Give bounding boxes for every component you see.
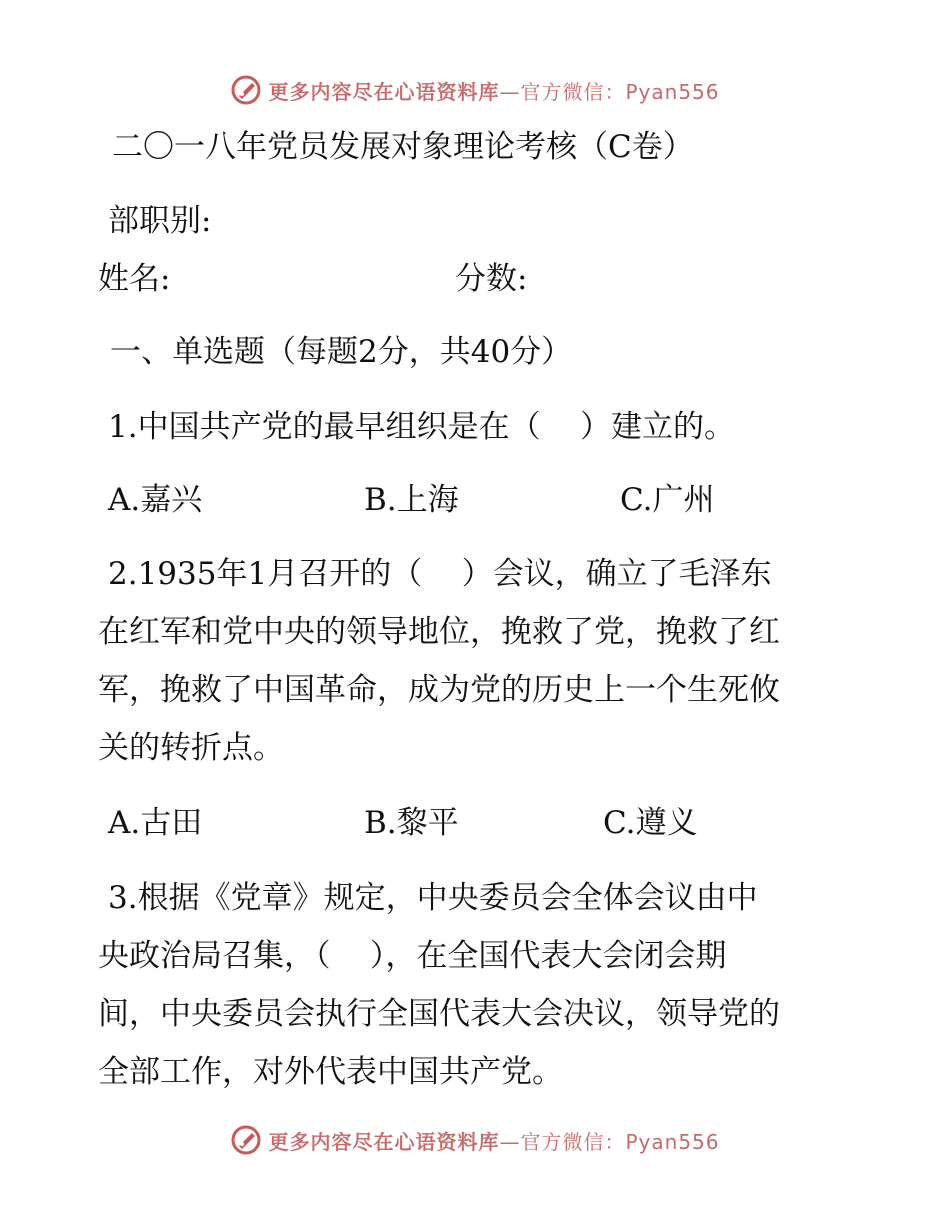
pen-logo-icon <box>230 74 262 106</box>
question-1 <box>108 398 868 456</box>
watermark-banner-top <box>0 70 950 110</box>
option-c: C.广州 <box>620 482 715 518</box>
banner-sep-text: —官方微信： <box>499 1129 626 1154</box>
score-label: 分数: <box>455 261 528 297</box>
question-3 <box>98 869 858 1101</box>
option-b: B.上海 <box>364 482 459 518</box>
section-heading: 一、单选题（每题2分，共40分） <box>110 334 573 370</box>
banner-sep-text: —官方微信： <box>499 79 626 104</box>
pen-logo-icon <box>230 1124 262 1156</box>
question-line: 1.中国共产党的最早组织是在（ ）建立的。 <box>108 409 735 445</box>
question-2-options <box>108 803 848 843</box>
watermark-banner-bottom <box>0 1120 950 1160</box>
banner-id-text: Pyan556 <box>625 1129 720 1154</box>
question-line: 关的转折点。 <box>98 730 284 766</box>
exam-title: 二〇一八年党员发展对象理论考核（C卷） <box>112 129 694 165</box>
option-b: B.黎平 <box>364 805 459 841</box>
banner-id-text: Pyan556 <box>625 79 720 104</box>
question-line: 在红军和党中央的领导地位，挽救了党，挽救了红 <box>98 614 780 650</box>
question-line: 间，中央委员会执行全国代表大会决议，领导党的 <box>98 996 780 1032</box>
question-line: 军，挽救了中国革命，成为党的历史上一个生死攸 <box>98 672 780 708</box>
question-1-options <box>108 480 848 520</box>
option-c: C.遵义 <box>603 805 698 841</box>
option-a: A.嘉兴 <box>108 482 203 518</box>
question-line: 央政治局召集，（ ），在全国代表大会闭会期 <box>98 938 727 974</box>
dept-label: 部职别: <box>108 203 212 239</box>
option-a: A.古田 <box>108 805 203 841</box>
question-line: 全部工作，对外代表中国共产党。 <box>98 1054 563 1090</box>
name-label: 姓名: <box>98 261 171 297</box>
banner-main-text: 更多内容尽在心语资料库 <box>268 1129 500 1154</box>
question-2 <box>98 545 858 777</box>
banner-main-text: 更多内容尽在心语资料库 <box>268 79 500 104</box>
question-line: 3.根据《党章》规定，中央委员会全体会议由中 <box>108 880 758 916</box>
question-line: 2.1935年1月召开的（ ）会议，确立了毛泽东 <box>108 556 772 592</box>
